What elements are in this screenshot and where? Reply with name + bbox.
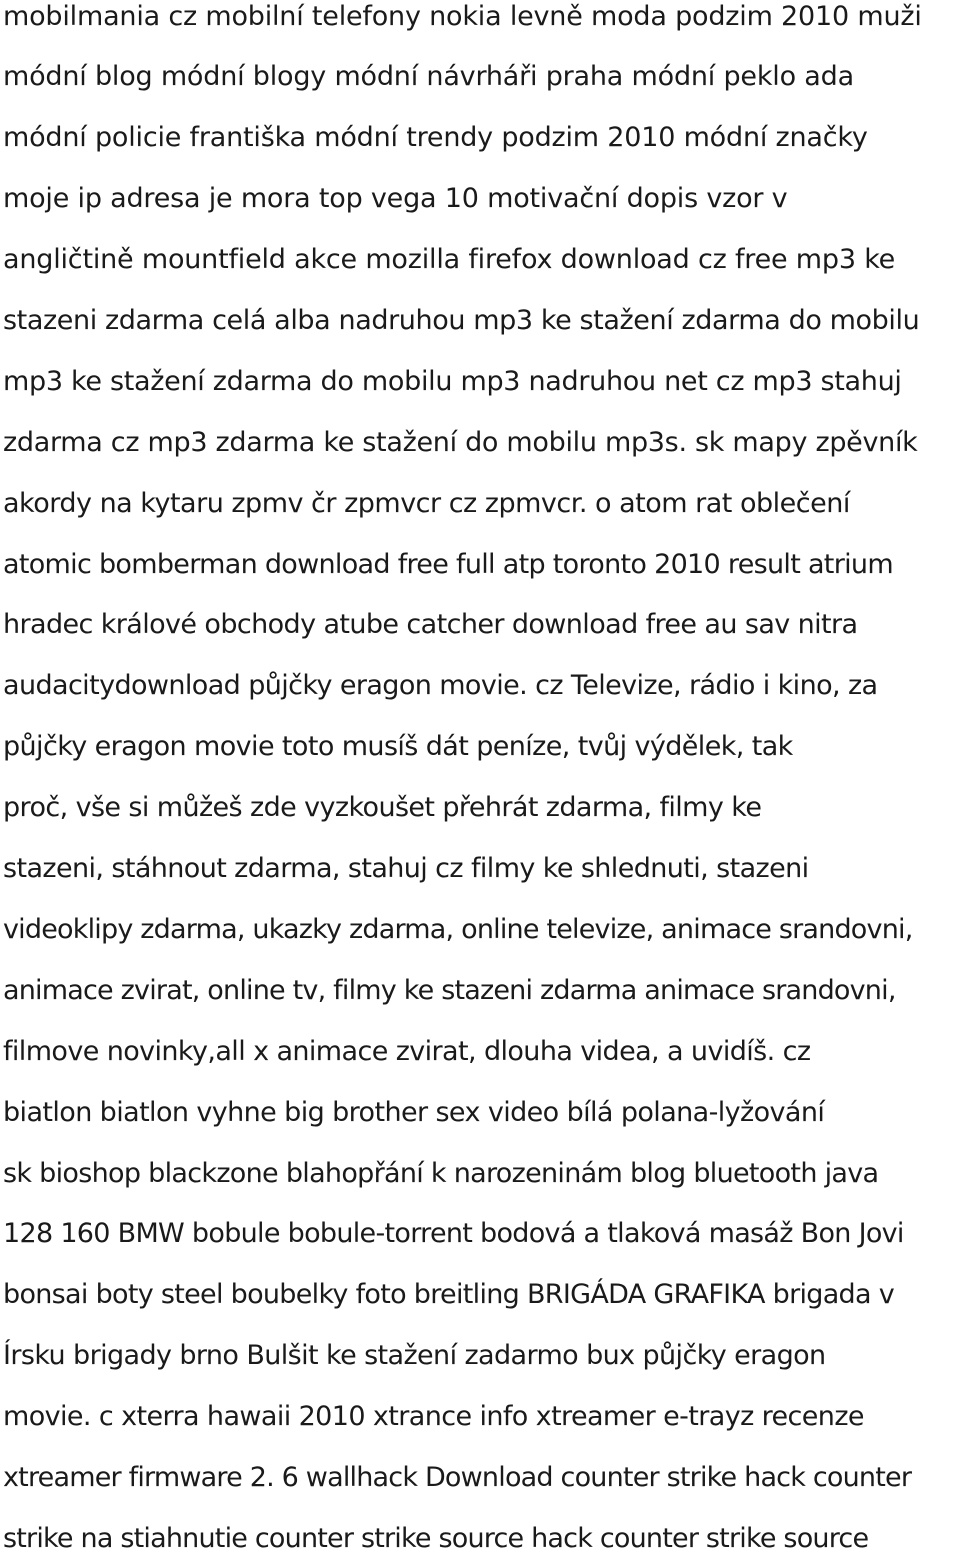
text-line: strike na stiahnutie counter strike source hack counter strike source [3, 1523, 869, 1554]
text-line: mp3 ke stažení zdarma do mobilu mp3 nadruhou net cz mp3 stahuj [3, 366, 902, 397]
text-line: půjčky eragon movie toto musíš dát peníze, tvůj výdělek, tak [3, 731, 793, 762]
text-line: bonsai boty steel boubelky foto breitling BRIGÁDA GRAFIKA brigada v [3, 1279, 894, 1310]
text-line: stazeni zdarma celá alba nadruhou mp3 ke stažení zdarma do mobilu [3, 305, 920, 336]
text-line: akordy na kytaru zpmv čr zpmvcr cz zpmvcr. o atom rat oblečení [3, 488, 850, 519]
text-line: módní blog módní blogy módní návrháři praha módní peklo ada [3, 61, 854, 92]
text-line: moje ip adresa je mora top vega 10 motivační dopis vzor v [3, 183, 788, 214]
text-line: audacitydownload půjčky eragon movie. cz Televize, rádio i kino, za [3, 670, 878, 701]
text-line: xtreamer firmware 2. 6 wallhack Download counter strike hack counter [3, 1462, 912, 1493]
text-line: hradec králové obchody atube catcher download free au sav nitra [3, 609, 858, 640]
text-line: mobilmania cz mobilní telefony nokia levně moda podzim 2010 muži [3, 1, 922, 32]
text-line: videoklipy zdarma, ukazky zdarma, online televize, animace srandovni, [3, 914, 913, 945]
text-line: sk bioshop blackzone blahopřání k narozeninám blog bluetooth java [3, 1158, 879, 1189]
text-line: módní policie františka módní trendy podzim 2010 módní značky [3, 122, 868, 153]
text-line: zdarma cz mp3 zdarma ke stažení do mobilu mp3s. sk mapy zpěvník [3, 427, 918, 458]
text-line: Írsku brigady brno Bulšit ke stažení zadarmo bux půjčky eragon [3, 1340, 826, 1371]
text-line: animace zvirat, online tv, filmy ke stazeni zdarma animace srandovni, [3, 975, 896, 1006]
text-line: movie. c xterra hawaii 2010 xtrance info xtreamer e-trayz recenze [3, 1401, 864, 1432]
text-line: filmove novinky,all x animace zvirat, dlouha videa, a uvidíš. cz [3, 1036, 811, 1067]
text-line: atomic bomberman download free full atp toronto 2010 result atrium [3, 549, 893, 580]
text-line: 128 160 BMW bobule bobule-torrent bodová a tlaková masáž Bon Jovi [3, 1218, 904, 1249]
text-line: angličtině mountfield akce mozilla firefox download cz free mp3 ke [3, 244, 896, 275]
text-line: biatlon biatlon vyhne big brother sex video bílá polana-lyžování [3, 1097, 825, 1128]
text-line: stazeni, stáhnout zdarma, stahuj cz filmy ke shlednuti, stazeni [3, 853, 809, 884]
text-line: proč, vše si můžeš zde vyzkoušet přehrát zdarma, filmy ke [3, 792, 762, 823]
